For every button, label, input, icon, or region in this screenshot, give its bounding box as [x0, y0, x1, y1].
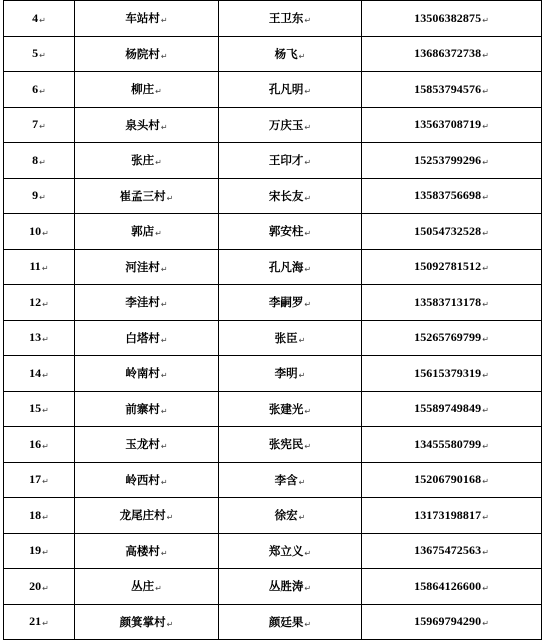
row-number-text: 10 [29, 223, 42, 238]
row-number-cell [4, 356, 75, 392]
paragraph-mark-icon: ↵ [155, 584, 162, 594]
phone-text: 15253799296 [414, 152, 482, 167]
paragraph-mark-icon: ↵ [39, 157, 46, 167]
paragraph-mark-icon: ↵ [482, 299, 489, 309]
paragraph-mark-icon: ↵ [166, 193, 174, 203]
row-number-text: 7 [32, 117, 39, 132]
paragraph-mark-icon: ↵ [304, 193, 312, 203]
paragraph-mark-icon: ↵ [304, 16, 312, 26]
paragraph-mark-icon: ↵ [482, 193, 489, 203]
phone-cell [362, 391, 542, 427]
paragraph-mark-icon: ↵ [482, 264, 489, 274]
contact-name-cell [219, 285, 362, 321]
row-number-text: 4 [32, 10, 39, 25]
paragraph-mark-icon: ↵ [482, 51, 489, 61]
row-number-cell [4, 427, 75, 463]
village-text: 岭南村 [125, 366, 160, 381]
contact-name-text: 宋长友 [268, 188, 304, 203]
row-number-text: 21 [29, 614, 42, 629]
village-text: 河洼村 [125, 259, 160, 274]
contact-name-text: 杨飞 [274, 46, 298, 61]
row-number-text: 17 [29, 472, 42, 487]
village-text: 崔孟三村 [119, 188, 166, 203]
table-row [4, 427, 542, 463]
contact-name-cell [219, 356, 362, 392]
paragraph-mark-icon: ↵ [166, 513, 174, 523]
phone-text: 13173198817 [414, 507, 482, 522]
paragraph-mark-icon: ↵ [298, 477, 306, 487]
row-number-cell [4, 214, 75, 250]
phone-text: 15265769799 [414, 330, 482, 345]
paragraph-mark-icon: ↵ [160, 548, 168, 558]
contact-name-text: 张宪民 [268, 437, 304, 452]
table-row [4, 356, 542, 392]
paragraph-mark-icon: ↵ [39, 86, 46, 96]
paragraph-mark-icon: ↵ [304, 229, 312, 239]
paragraph-mark-icon: ↵ [160, 122, 168, 132]
paragraph-mark-icon: ↵ [482, 619, 489, 629]
contact-name-text: 郭安柱 [268, 224, 304, 239]
paragraph-mark-icon: ↵ [304, 87, 312, 97]
paragraph-mark-icon: ↵ [41, 264, 49, 274]
row-number-text: 6 [32, 81, 39, 96]
paragraph-mark-icon: ↵ [482, 548, 489, 558]
paragraph-mark-icon: ↵ [42, 583, 49, 593]
row-number-cell [4, 249, 75, 285]
row-number-cell [4, 569, 75, 605]
village-cell [75, 36, 219, 72]
phone-cell [362, 533, 542, 569]
contact-name-cell [219, 36, 362, 72]
paragraph-mark-icon: ↵ [155, 229, 162, 239]
village-text: 岭西村 [125, 472, 160, 487]
row-number-text: 14 [29, 365, 42, 380]
row-number-cell [4, 533, 75, 569]
paragraph-mark-icon: ↵ [160, 442, 168, 452]
paragraph-mark-icon: ↵ [160, 477, 168, 487]
table-row [4, 462, 542, 498]
paragraph-mark-icon: ↵ [160, 406, 168, 416]
row-number-text: 20 [29, 578, 42, 593]
village-cell [75, 356, 219, 392]
table-row [4, 320, 542, 356]
contact-name-text: 颜廷果 [268, 614, 304, 629]
paragraph-mark-icon: ↵ [166, 619, 174, 629]
row-number-cell [4, 143, 75, 179]
table-body [4, 1, 542, 640]
contact-name-cell [219, 569, 362, 605]
row-number-text: 13 [29, 330, 42, 345]
phone-cell [362, 249, 542, 285]
row-number-cell [4, 462, 75, 498]
contact-name-text: 郑立义 [268, 543, 304, 558]
row-number-text: 16 [29, 436, 42, 451]
paragraph-mark-icon: ↵ [482, 583, 489, 593]
paragraph-mark-icon: ↵ [42, 228, 49, 238]
paragraph-mark-icon: ↵ [39, 15, 46, 25]
phone-text: 15589749849 [414, 401, 482, 416]
contact-name-text: 丛胜涛 [268, 579, 304, 594]
phone-cell [362, 604, 542, 640]
village-text: 车站村 [125, 11, 160, 26]
paragraph-mark-icon: ↵ [160, 16, 168, 26]
phone-text: 15206790168 [414, 472, 482, 487]
table-row [4, 143, 542, 179]
contact-name-text: 李明 [274, 366, 298, 381]
contact-name-cell [219, 462, 362, 498]
row-number-text: 11 [29, 259, 41, 274]
village-cell [75, 604, 219, 640]
contact-name-cell [219, 391, 362, 427]
paragraph-mark-icon: ↵ [304, 300, 312, 310]
paragraph-mark-icon: ↵ [42, 370, 49, 380]
contact-name-cell [219, 214, 362, 250]
phone-cell [362, 1, 542, 37]
row-number-cell [4, 36, 75, 72]
row-number-text: 12 [29, 294, 42, 309]
paragraph-mark-icon: ↵ [304, 548, 312, 558]
phone-cell [362, 285, 542, 321]
village-cell [75, 1, 219, 37]
row-number-cell [4, 285, 75, 321]
contact-name-text: 王印才 [268, 153, 304, 168]
phone-text: 15864126600 [414, 578, 482, 593]
contact-name-cell [219, 604, 362, 640]
contact-name-text: 徐宏 [274, 508, 298, 523]
phone-cell [362, 36, 542, 72]
table-row [4, 533, 542, 569]
paragraph-mark-icon: ↵ [39, 51, 46, 61]
row-number-cell [4, 320, 75, 356]
paragraph-mark-icon: ↵ [482, 512, 489, 522]
village-cell [75, 533, 219, 569]
contact-name-cell [219, 320, 362, 356]
table-row [4, 285, 542, 321]
row-number-text: 19 [29, 543, 42, 558]
village-text: 玉龙村 [125, 437, 160, 452]
village-cell [75, 462, 219, 498]
paragraph-mark-icon: ↵ [39, 193, 46, 203]
phone-text: 15969794290 [414, 614, 482, 629]
paragraph-mark-icon: ↵ [42, 548, 49, 558]
paragraph-mark-icon: ↵ [160, 264, 168, 274]
paragraph-mark-icon: ↵ [160, 300, 168, 310]
village-cell [75, 214, 219, 250]
contact-name-cell [219, 72, 362, 108]
paragraph-mark-icon: ↵ [155, 158, 162, 168]
phone-text: 13563708719 [414, 117, 482, 132]
table-row [4, 178, 542, 214]
village-cell [75, 143, 219, 179]
paragraph-mark-icon: ↵ [482, 122, 489, 132]
village-text: 郭店 [131, 224, 155, 239]
village-cell [75, 498, 219, 534]
contact-name-cell [219, 249, 362, 285]
paragraph-mark-icon: ↵ [42, 406, 49, 416]
table-row [4, 107, 542, 143]
village-text: 前寨村 [125, 401, 160, 416]
phone-text: 13455580799 [414, 436, 482, 451]
village-text: 颜箕掌村 [119, 614, 166, 629]
contact-name-cell [219, 533, 362, 569]
contact-name-text: 张建光 [268, 401, 304, 416]
paragraph-mark-icon: ↵ [482, 15, 489, 25]
paragraph-mark-icon: ↵ [304, 619, 312, 629]
contact-name-text: 张臣 [274, 330, 298, 345]
table-row [4, 1, 542, 37]
phone-cell [362, 72, 542, 108]
paragraph-mark-icon: ↵ [42, 441, 49, 451]
paragraph-mark-icon: ↵ [298, 335, 306, 345]
paragraph-mark-icon: ↵ [304, 442, 312, 452]
paragraph-mark-icon: ↵ [304, 158, 312, 168]
paragraph-mark-icon: ↵ [160, 371, 168, 381]
phone-text: 15853794576 [414, 81, 482, 96]
row-number-cell [4, 72, 75, 108]
row-number-text: 5 [32, 46, 39, 61]
paragraph-mark-icon: ↵ [482, 406, 489, 416]
phone-text: 13583756698 [414, 188, 482, 203]
phone-cell [362, 178, 542, 214]
row-number-cell [4, 498, 75, 534]
village-text: 张庄 [131, 153, 155, 168]
table-row [4, 36, 542, 72]
paragraph-mark-icon: ↵ [42, 335, 49, 345]
contact-name-text: 孔凡明 [268, 82, 304, 97]
contact-name-cell [219, 178, 362, 214]
village-cell [75, 249, 219, 285]
phone-text: 15054732528 [414, 223, 482, 238]
village-text: 丛庄 [131, 579, 155, 594]
paragraph-mark-icon: ↵ [39, 122, 46, 132]
phone-cell [362, 462, 542, 498]
contact-table [3, 0, 542, 640]
table-row [4, 214, 542, 250]
paragraph-mark-icon: ↵ [42, 299, 49, 309]
paragraph-mark-icon: ↵ [482, 441, 489, 451]
village-cell [75, 72, 219, 108]
contact-name-text: 孔凡海 [268, 259, 304, 274]
contact-name-cell [219, 498, 362, 534]
contact-name-cell [219, 1, 362, 37]
village-cell [75, 427, 219, 463]
table-row [4, 569, 542, 605]
contact-name-cell [219, 427, 362, 463]
paragraph-mark-icon: ↵ [298, 51, 306, 61]
paragraph-mark-icon: ↵ [482, 86, 489, 96]
paragraph-mark-icon: ↵ [42, 512, 49, 522]
paragraph-mark-icon: ↵ [304, 584, 312, 594]
phone-cell [362, 143, 542, 179]
paragraph-mark-icon: ↵ [160, 335, 168, 345]
row-number-cell [4, 178, 75, 214]
table-row [4, 391, 542, 427]
phone-cell [362, 356, 542, 392]
paragraph-mark-icon: ↵ [482, 477, 489, 487]
row-number-text: 15 [29, 401, 42, 416]
paragraph-mark-icon: ↵ [482, 228, 489, 238]
contact-name-cell [219, 143, 362, 179]
village-text: 泉头村 [125, 117, 160, 132]
village-cell [75, 320, 219, 356]
village-text: 高楼村 [125, 543, 160, 558]
paragraph-mark-icon: ↵ [160, 51, 168, 61]
phone-text: 13686372738 [414, 46, 482, 61]
paragraph-mark-icon: ↵ [155, 87, 162, 97]
row-number-cell [4, 1, 75, 37]
village-text: 龙尾庄村 [119, 508, 166, 523]
phone-text: 13675472563 [414, 543, 482, 558]
contact-name-text: 王卫东 [268, 11, 304, 26]
row-number-cell [4, 604, 75, 640]
row-number-cell [4, 391, 75, 427]
contact-name-text: 李含 [274, 472, 298, 487]
contact-name-text: 李嗣罗 [268, 295, 304, 310]
phone-text: 15615379319 [414, 365, 482, 380]
paragraph-mark-icon: ↵ [42, 619, 49, 629]
paragraph-mark-icon: ↵ [482, 157, 489, 167]
row-number-text: 8 [32, 152, 39, 167]
phone-cell [362, 498, 542, 534]
phone-cell [362, 214, 542, 250]
contact-name-cell [219, 107, 362, 143]
paragraph-mark-icon: ↵ [304, 122, 312, 132]
village-text: 杨院村 [125, 46, 160, 61]
village-cell [75, 391, 219, 427]
phone-text: 13583713178 [414, 294, 482, 309]
paragraph-mark-icon: ↵ [482, 370, 489, 380]
village-cell [75, 569, 219, 605]
table-row [4, 604, 542, 640]
table-row [4, 72, 542, 108]
paragraph-mark-icon: ↵ [42, 477, 49, 487]
table-row [4, 498, 542, 534]
phone-cell [362, 569, 542, 605]
row-number-text: 9 [32, 188, 39, 203]
village-cell [75, 107, 219, 143]
paragraph-mark-icon: ↵ [482, 335, 489, 345]
paragraph-mark-icon: ↵ [304, 406, 312, 416]
phone-text: 15092781512 [414, 259, 482, 274]
paragraph-mark-icon: ↵ [304, 264, 312, 274]
village-text: 白塔村 [125, 330, 160, 345]
phone-cell [362, 320, 542, 356]
phone-cell [362, 427, 542, 463]
row-number-cell [4, 107, 75, 143]
phone-cell [362, 107, 542, 143]
contact-name-text: 万庆玉 [268, 117, 304, 132]
village-cell [75, 285, 219, 321]
village-cell [75, 178, 219, 214]
paragraph-mark-icon: ↵ [298, 513, 306, 523]
paragraph-mark-icon: ↵ [298, 371, 306, 381]
village-text: 李洼村 [125, 295, 160, 310]
village-text: 柳庄 [131, 82, 155, 97]
table-row [4, 249, 542, 285]
phone-text: 13506382875 [414, 10, 482, 25]
row-number-text: 18 [29, 507, 42, 522]
